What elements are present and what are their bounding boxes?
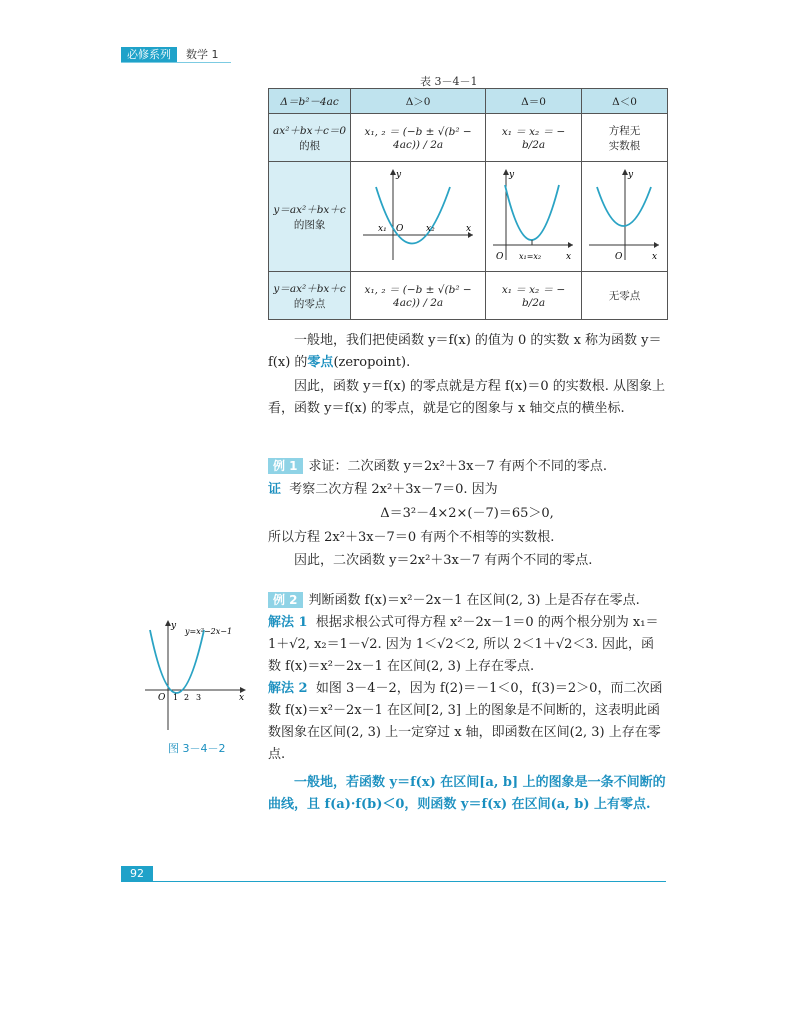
x-label: x xyxy=(239,693,245,703)
row-label-line: y＝ax²＋bx＋c xyxy=(273,203,346,216)
definition-paragraph xyxy=(268,330,666,374)
x-label: x xyxy=(652,252,658,262)
row-label-line: y＝ax²＋bx＋c xyxy=(273,282,346,295)
header-positive: Δ＞0 xyxy=(351,89,486,114)
solution1-tag: 解法 1 xyxy=(268,615,308,630)
example1-tag: 例 1 xyxy=(268,458,303,474)
equation-label: y=x²−2x−1 xyxy=(185,627,233,636)
tick-label-3: 3 xyxy=(196,693,202,702)
header-zero: Δ＝0 xyxy=(486,89,582,114)
x-label: x xyxy=(566,252,572,262)
x-label: x xyxy=(466,224,472,234)
y-label: y xyxy=(509,170,515,180)
solution2-text: 如图 3－4－2，因为 f(2)＝－1＜0，f(3)＝2＞0，而二次函数 f(x)＝x²－2x－1 在区间[2, 3] 上的图象是不间断的，这表明此函数图象在区间(2, 3) 上一定穿过 x 轴，即函数在区间(2, 3) 上存在零点. xyxy=(268,681,663,762)
page-number: 92 xyxy=(121,866,153,882)
proof-line4: 因此，二次函数 y＝2x²＋3x－7 有两个不同的零点. xyxy=(294,553,593,568)
table-row-roots xyxy=(269,114,668,162)
table-header-row xyxy=(269,89,668,114)
cell-zeros-zero: x₁ ＝ x₂ ＝ − b/2a xyxy=(486,272,582,320)
proof-line3: 所以方程 2x²＋3x－7＝0 有两个不相等的实数根. xyxy=(268,530,555,545)
solution1-text: 根据求根公式可得方程 x²－2x－1＝0 的两个根分别为 x₁＝1＋√2, x₂＝1－√2. 因为 1＜√2＜2, 所以 2＜1＋√2＜3. 因此，函数 f(x)＝x²－2x－1 在区间(2, 3) 上存在零点. xyxy=(268,615,659,674)
figure-caption: 图 3－4－2 xyxy=(168,742,226,755)
header-discriminant: Δ＝b²－4ac xyxy=(269,89,351,114)
cell-graph-positive xyxy=(351,162,486,272)
tick-label-2: 2 xyxy=(184,693,190,702)
row-label-line: 的零点 xyxy=(293,297,326,310)
footer-rule xyxy=(153,881,666,882)
cell-graph-negative xyxy=(582,162,668,272)
cell-line: 方程无 xyxy=(608,124,641,137)
example1-proof-line xyxy=(268,479,666,501)
example2-tag: 例 2 xyxy=(268,592,303,608)
table-caption: 表 3－4－1 xyxy=(420,75,478,88)
parabola-two-roots-graph xyxy=(358,165,478,265)
origin-label: O xyxy=(496,252,504,262)
cell-roots-negative xyxy=(582,114,668,162)
header-negative: Δ＜0 xyxy=(582,89,668,114)
table-row-graphs xyxy=(269,162,668,272)
definition-text: 一般地，我们把使函数 y＝f(x) 的值为 0 的实数 x 称为函数 y＝f(x) 的 xyxy=(268,333,662,370)
y-label: y xyxy=(628,170,634,180)
row-label-line: 的根 xyxy=(299,139,321,152)
origin-label: O xyxy=(158,693,166,703)
parabola-one-root-graph xyxy=(491,165,576,265)
figure-3-4-2-graph xyxy=(140,616,250,734)
explanation-paragraph: 因此，函数 y＝f(x) 的零点就是方程 f(x)＝0 的实数根. 从图象上看，函数 y＝f(x) 的零点，就是它的图象与 x 轴交点的横坐标. xyxy=(268,379,665,416)
cell-roots-positive: x₁, ₂ ＝ (−b ± √(b² − 4ac)) / 2a xyxy=(351,114,486,162)
zero-point-term: 零点 xyxy=(307,355,334,370)
example1-statement: 求证：二次函数 y＝2x²＋3x－7 有两个不同的零点. xyxy=(308,459,607,474)
table-row-zeros xyxy=(269,272,668,320)
x2-label: x₂ xyxy=(426,224,435,234)
row-label-roots xyxy=(269,114,351,162)
parabola-curve xyxy=(597,187,651,226)
tick-label-1: 1 xyxy=(173,693,179,702)
cell-zeros-positive: x₁, ₂ ＝ (−b ± √(b² − 4ac)) / 2a xyxy=(351,272,486,320)
cell-line: 实数根 xyxy=(608,139,641,152)
row-label-line: 的图象 xyxy=(293,218,326,231)
y-label: y xyxy=(171,621,177,631)
row-label-zeros xyxy=(269,272,351,320)
proof-tag: 证 xyxy=(268,482,282,497)
solution2 xyxy=(268,678,666,766)
roots-table xyxy=(268,88,668,320)
x1x2-label: x₁=x₂ xyxy=(519,252,542,261)
y-label: y xyxy=(396,170,402,180)
x1-label: x₁ xyxy=(378,224,387,234)
cell-graph-zero xyxy=(486,162,582,272)
solution1 xyxy=(268,612,666,678)
series-tag: 必修系列 xyxy=(121,47,177,62)
parabola-curve xyxy=(505,185,559,240)
x-axis-arrow xyxy=(568,242,573,248)
example1-statement-line xyxy=(268,456,666,478)
cell-roots-zero: x₁ ＝ x₂ ＝ − b/2a xyxy=(486,114,582,162)
cell-zeros-negative: 无零点 xyxy=(582,272,668,320)
row-label-line: ax²＋bx＋c＝0 xyxy=(273,124,347,137)
row-label-graphs xyxy=(269,162,351,272)
header-rule xyxy=(121,62,231,63)
parabola-curve xyxy=(150,630,204,693)
proof-line2: Δ＝3²－4×2×(－7)＝65＞0, xyxy=(380,506,554,521)
solution2-tag: 解法 2 xyxy=(268,681,308,696)
x-axis-arrow xyxy=(654,242,659,248)
origin-label: O xyxy=(396,224,404,234)
theorem-paragraph: 一般地，若函数 y＝f(x) 在区间[a, b] 上的图象是一条不间断的曲线，且 f(a)·f(b)＜0，则函数 y＝f(x) 在区间(a, b) 上有零点. xyxy=(268,775,666,812)
definition-text-end: (zeropoint). xyxy=(333,355,411,370)
example2-statement: 判断函数 f(x)＝x²－2x－1 在区间(2, 3) 上是否存在零点. xyxy=(308,593,640,608)
example2-statement-line xyxy=(268,590,666,612)
proof-line1: 考察二次方程 2x²＋3x－7＝0. 因为 xyxy=(289,482,498,497)
book-title: 数学 1 xyxy=(186,48,219,61)
origin-label: O xyxy=(615,252,623,262)
parabola-no-root-graph xyxy=(587,165,662,265)
